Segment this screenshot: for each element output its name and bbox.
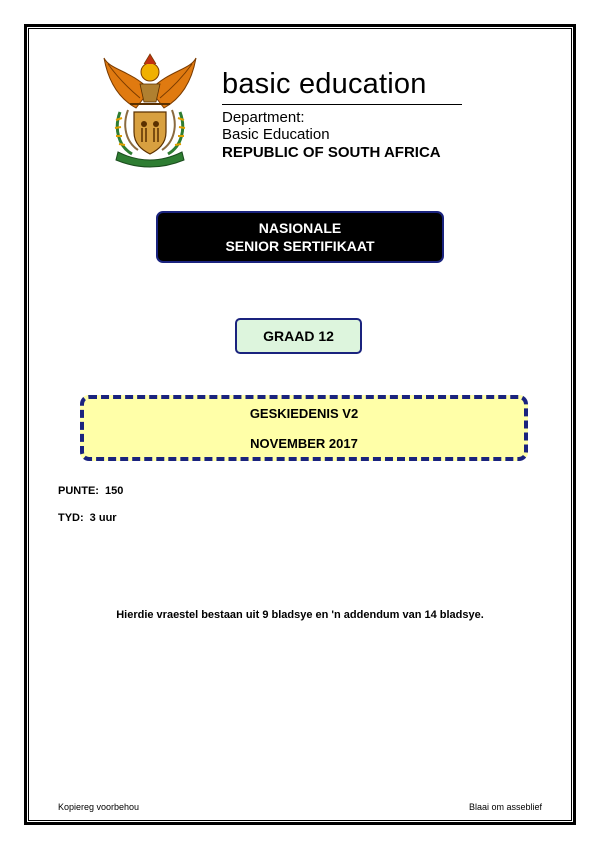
copyright-footer: Kopiereg voorbehou [58,802,140,812]
grade-box [235,318,362,354]
certificate-title-box [156,211,444,263]
time-value: 3 uur [89,512,117,524]
department-name: Basic Education [222,126,330,143]
grade-label: GRAAD 12 [263,328,334,344]
marks-row [58,485,123,497]
turn-over-footer: Blaai om asseblief [468,802,542,812]
marks-value: 150 [104,485,124,497]
certificate-title-line2: SENIOR SERTIFIKAAT [225,238,375,254]
brand-title: basic education [222,68,427,100]
page-count-note: Hierdie vraestel bestaan uit 9 bladsye en 'n addendum van 14 bladsye. [116,609,484,621]
exam-date: NOVEMBER 2017 [250,436,358,451]
subject-box [80,395,528,461]
marks-label: PUNTE: [58,485,99,497]
coat-of-arms-icon [100,50,200,168]
subject-name: GESKIEDENIS V2 [249,406,359,421]
brand-underline [222,104,462,105]
time-label: TYD: [58,512,84,524]
department-label: Department: [222,109,305,126]
time-row [58,512,117,524]
certificate-title-line1: NASIONALE [258,220,342,236]
country-name: REPUBLIC OF SOUTH AFRICA [222,144,441,161]
